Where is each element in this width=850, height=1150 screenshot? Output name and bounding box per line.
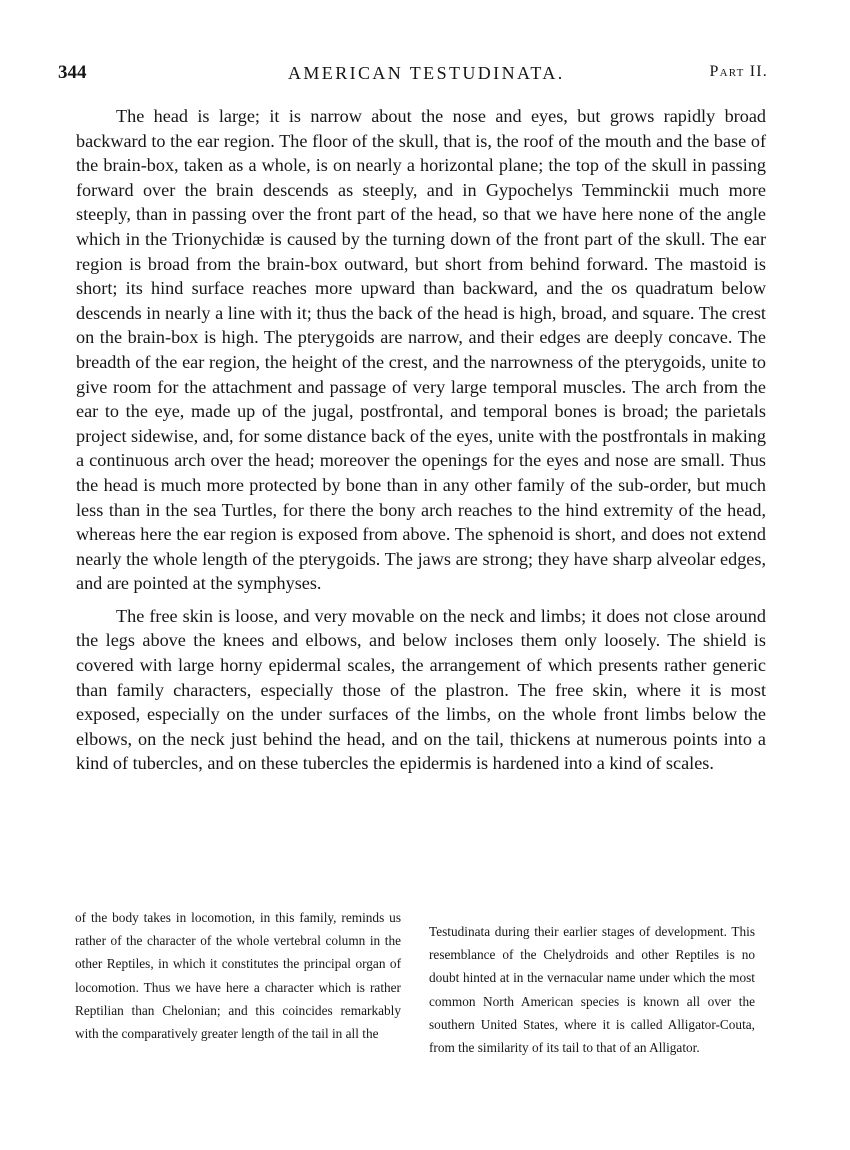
page-number: 344 [58, 62, 87, 83]
footnotes [75, 906, 765, 1076]
paragraph-skin-description: The free skin is loose, and very movable on the neck and limbs; it does not close around the legs above the knees and elbows, and below incloses them only loosely. The shield is covered with large horny epidermal scales, the arrangement of which presents rather generic than family characters, especially those of the plastron. The free skin, where it is most exposed, especially on the under surfaces of the limbs, on the whole front limbs below the elbows, on the neck just behind the head, and on the tail, thickens at numerous points into a kind of tubercles, and on these tubercles the epidermis is hardened into a kind of scales. [76, 605, 766, 774]
main-text [76, 104, 766, 776]
running-head [58, 62, 768, 86]
paragraph-head-description: The head is large; it is narrow about the nose and eyes, but grows rapidly broad backward to the ear region. The floor of the skull, that is, the roof of the mouth and the base of the brain-box, taken as a whole, is on nearly a horizontal plane; the top of the skull in passing forward over the brain descends as steeply, and in Gypochelys Temminckii much more steeply, than in passing over the front part of the head, so that we have here none of the angle which in the Trionychidæ is caused by the turning down of the front part of the skull. The ear region is broad from the brain-box outward, but short from behind forward. The mastoid is short; its hind surface reaches more upward than backward, and the os quadratum below descends in nearly a line with it; thus the back of the head is high, broad, and square. The crest on the brain-box is high. The pterygoids are narrow, and their edges are deeply concave. The breadth of the ear region, the height of the crest, and the narrowness of the pterygoids, unite to give room for the attachment and passage of very large temporal muscles. The arch from the ear to the eye, made up of the jugal, postfrontal, and temporal bones is broad; the parietals project sidewise, and, for some distance back of the eyes, unite with the postfrontals in making a continuous arch over the head; moreover the openings for the eyes and nose are small. Thus the head is much more protected by bone than in any other family of the sub-order, but much less than in the sea Turtles, for there the bony arch reaches to the hind extremity of the head, whereas here the ear region is exposed from above. The sphenoid is short, and does not extend nearly the whole length of the pterygoids. The jaws are strong; they have sharp alveolar edges, and are pointed at the symphyses. [76, 106, 766, 594]
footnote-left-column: of the body takes in locomotion, in this family, reminds us rather of the character of the whole vertebral column in the other Reptiles, in which it constitutes the principal organ of locomotion. Thus we have here a character which is rather Reptilian than Chelonian; and this coincides remarkably with the comparatively greater length of the tail in all the [75, 910, 401, 1042]
part-label: Part II. [709, 63, 768, 80]
running-title: AMERICAN TESTUDINATA. [288, 63, 565, 83]
footnote-right-column: Testudinata during their earlier stages of development. This resemblance of the Chelydroids and other Reptiles is no doubt hinted at in the vernacular name under which the most common North American species is known all over the southern United States, where it is called Alligator-Couta, from the similarity of its tail to that of an Alligator. [429, 924, 755, 1056]
